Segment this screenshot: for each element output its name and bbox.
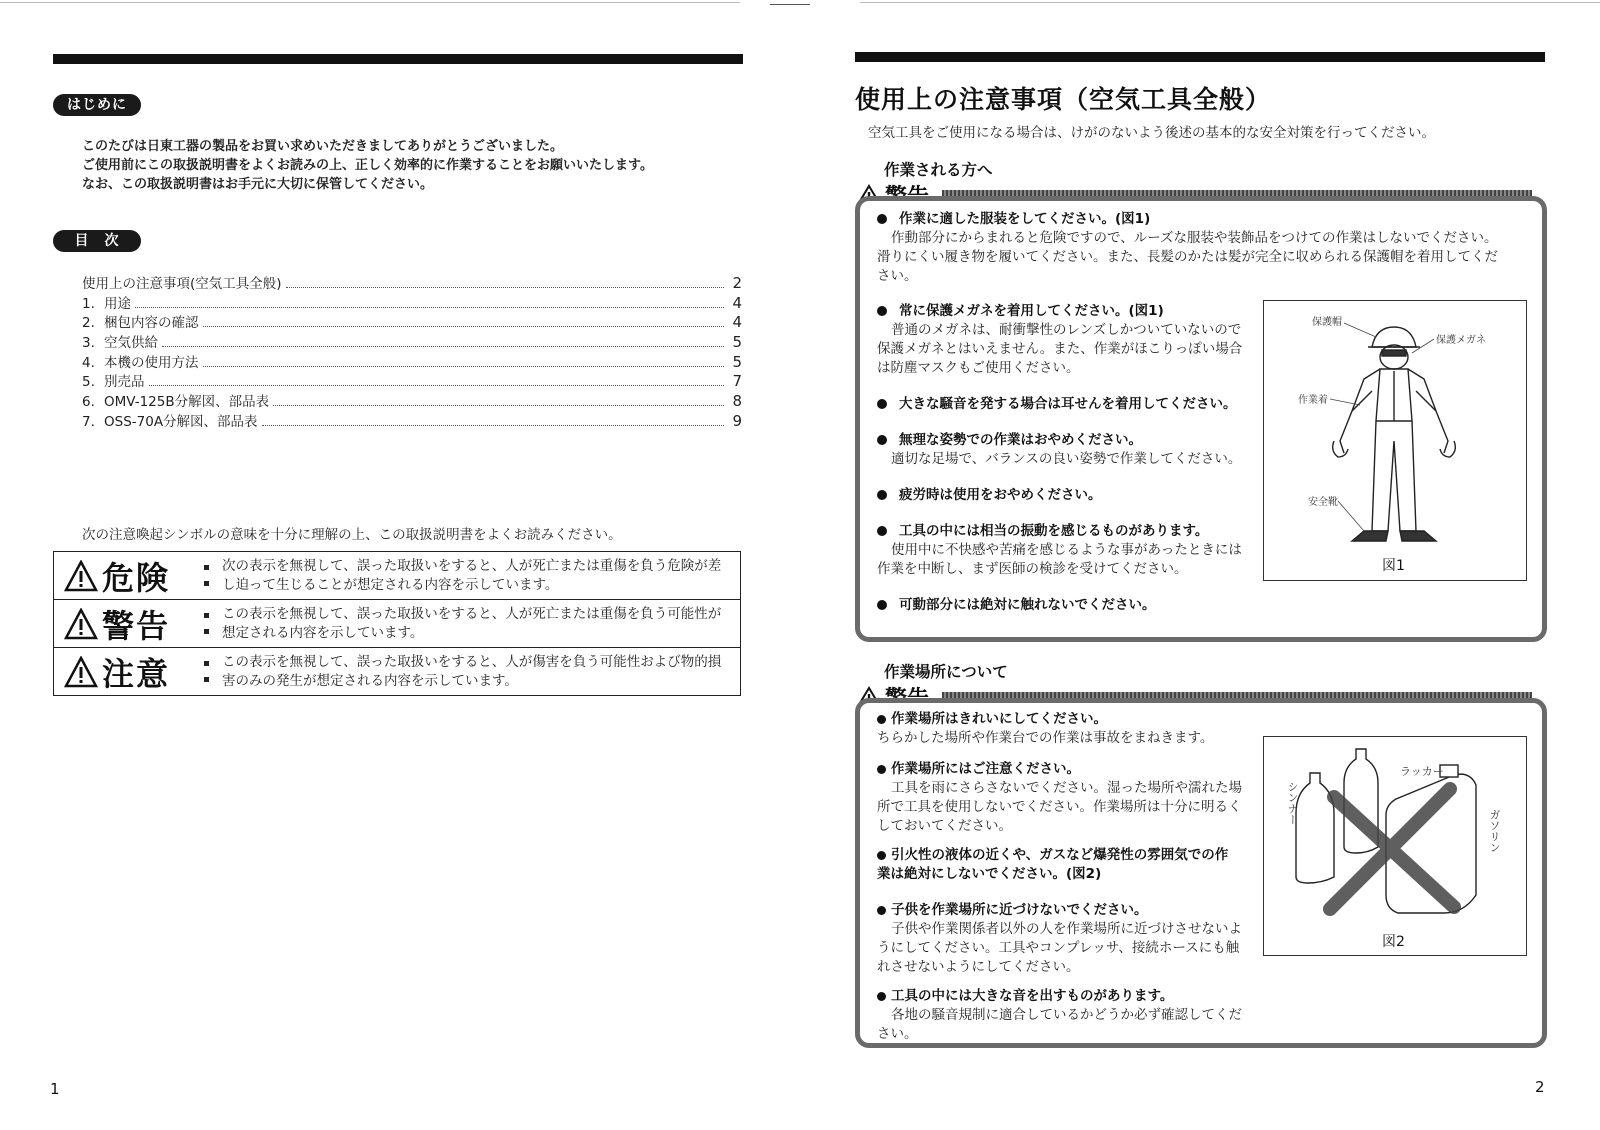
item-body: 作業を中断し、まず医師の検診を受けてください。 bbox=[877, 561, 1188, 577]
item-heading: 無理な姿勢での作業はおやめください。 bbox=[899, 432, 1142, 448]
warning-items bbox=[877, 710, 1257, 1044]
left-top-rule bbox=[53, 54, 743, 64]
section-heading: 作業される方へ bbox=[884, 161, 993, 179]
item-heading: 引火性の液体の近くや、ガスなど爆発性の雰囲気での作 bbox=[891, 847, 1229, 863]
toc-row[interactable] bbox=[82, 311, 742, 331]
item-body: さい。 bbox=[877, 1026, 918, 1042]
bullet-icon bbox=[877, 214, 887, 224]
toc-page: 4 bbox=[732, 313, 742, 332]
item-heading: 作業場所にはご注意ください。 bbox=[891, 761, 1080, 777]
toc-label: 使用上の注意事項(空気工具全般) bbox=[82, 276, 282, 292]
symbol-text-line: この表示を無視して、誤った取扱いをすると、人が死亡または重傷を負う可能性が bbox=[222, 605, 722, 622]
toc-num: 5. bbox=[82, 374, 95, 391]
bullet-icon bbox=[877, 600, 887, 610]
item-body: れさせないようにしてください。 bbox=[877, 959, 1080, 975]
bullet-icon bbox=[877, 435, 887, 445]
toc-row[interactable] bbox=[82, 272, 742, 292]
intro-line: このたびは日東工器の製品をお買い求めいただきましてありがとうございました。 bbox=[82, 139, 564, 154]
page-title: 使用上の注意事項（空気工具全般） bbox=[855, 85, 1272, 114]
item-body: 使用中に不快感や苦痛を感じるような事があったときには bbox=[891, 542, 1242, 558]
toc-leader bbox=[262, 425, 724, 426]
warning-triangle-icon bbox=[64, 560, 98, 592]
toc-row[interactable] bbox=[82, 390, 742, 410]
symbol-row-warning bbox=[54, 600, 740, 648]
toc-leader bbox=[286, 287, 724, 288]
fold-mark bbox=[770, 4, 810, 5]
page-subtitle: 空気工具をご使用になる場合は、けがのないよう後述の基本的な安全対策を行ってください。 bbox=[868, 125, 1435, 141]
label-glasses: 保護メガネ bbox=[1436, 335, 1486, 346]
warning-items-narrow bbox=[877, 302, 1257, 615]
list-item bbox=[877, 987, 1257, 1044]
table-of-contents bbox=[82, 272, 742, 430]
item-body: 適切な足場で、バランスの良い姿勢で作業してください。 bbox=[891, 451, 1242, 467]
toc-label: 本機の使用方法 bbox=[104, 354, 199, 371]
toc-row[interactable] bbox=[82, 292, 742, 312]
item-body: 滑りにくい履き物を履いてください。また、長髪のかたは髪が完全に収められる保護帽を着用してくだ bbox=[877, 249, 1498, 265]
toc-label: 別売品 bbox=[104, 374, 145, 391]
bullet-icon bbox=[877, 306, 887, 316]
item-body: 各地の騒音規制に適合しているかどうか必ず確認してくだ bbox=[891, 1007, 1242, 1023]
bullet-icon bbox=[877, 490, 887, 500]
list-item bbox=[877, 760, 1257, 846]
toc-heading: 目 次 bbox=[53, 230, 141, 252]
right-top-rule bbox=[855, 52, 1545, 62]
figure-1 bbox=[1263, 300, 1527, 581]
bullet-icon bbox=[877, 765, 886, 774]
warning-triangle-icon bbox=[64, 608, 98, 640]
toc-leader bbox=[203, 366, 725, 367]
figure-caption: 図1 bbox=[1382, 558, 1405, 574]
toc-label: OSS-70A分解図、部品表 bbox=[104, 413, 258, 430]
symbol-text-line: 想定される内容を示しています。 bbox=[222, 624, 424, 641]
toc-num: 1. bbox=[82, 295, 95, 312]
symbol-text-line: し迫って生じることが想定される内容を示しています。 bbox=[222, 576, 559, 593]
toc-label: 空気供給 bbox=[104, 335, 158, 352]
toc-leader bbox=[135, 307, 724, 308]
item-body: 子供や作業関係者以外の人を作業場所に近づけさせないよ bbox=[891, 921, 1242, 937]
toc-label: OMV-125B分解図、部品表 bbox=[104, 394, 270, 411]
label-clothes: 作業着 bbox=[1298, 395, 1328, 406]
toc-page: 8 bbox=[732, 392, 742, 411]
toc-leader bbox=[149, 385, 725, 386]
label-thinner: シンナー bbox=[1286, 781, 1299, 825]
toc-page: 4 bbox=[732, 293, 742, 312]
item-heading: 作業場所はきれいにしてください。 bbox=[891, 711, 1107, 727]
list-item bbox=[877, 302, 1257, 395]
section-heading: 作業場所について bbox=[884, 663, 1008, 681]
item-body: は防塵マスクもご使用ください。 bbox=[877, 360, 1080, 376]
toc-label: 梱包内容の確認 bbox=[104, 315, 199, 332]
toc-row[interactable] bbox=[82, 331, 742, 351]
toc-leader bbox=[162, 346, 724, 347]
symbol-text-line: 害のみの発生が想定される内容を示しています。 bbox=[222, 672, 518, 689]
page-number-left: 1 bbox=[50, 1080, 60, 1098]
label-shoes: 安全靴 bbox=[1308, 497, 1338, 508]
item-heading: 工具の中には大きな音を出すものがあります。 bbox=[891, 988, 1174, 1004]
item-body: しておいてください。 bbox=[877, 818, 1012, 834]
toc-num: 3. bbox=[82, 335, 95, 352]
item-heading: 工具の中には相当の振動を感じるものがあります。 bbox=[899, 523, 1209, 539]
symbol-intro: 次の注意喚起シンボルの意味を十分に理解の上、この取扱説明書をよくお読みください。 bbox=[82, 527, 622, 543]
figure-caption: 図2 bbox=[1382, 934, 1405, 950]
label-gasoline: ガソリン bbox=[1488, 809, 1501, 853]
item-body: 作動部分にからまれると危険ですので、ルーズな服装や装飾品をつけての作業はしないでください。 bbox=[891, 230, 1498, 246]
toc-page: 7 bbox=[732, 372, 742, 391]
toc-num: 2. bbox=[82, 315, 95, 332]
list-item bbox=[877, 431, 1257, 486]
item-heading: 作業に適した服装をしてください。(図1) bbox=[899, 211, 1151, 227]
toc-page: 5 bbox=[732, 352, 742, 371]
toc-row[interactable] bbox=[82, 410, 742, 430]
list-item bbox=[877, 486, 1257, 522]
item-heading: 常に保護メガネを着用してください。(図1) bbox=[899, 303, 1164, 319]
intro-line: なお、この取扱説明書はお手元に大切に保管してください。 bbox=[82, 177, 434, 192]
item-body: 業は絶対にしないでください。(図2) bbox=[877, 866, 1102, 882]
item-body: さい。 bbox=[877, 268, 918, 284]
item-heading: 疲労時は使用をおやめください。 bbox=[899, 487, 1102, 503]
toc-page: 5 bbox=[732, 333, 742, 352]
toc-page: 9 bbox=[732, 411, 742, 430]
bullet-icon bbox=[877, 715, 886, 724]
symbol-table bbox=[53, 551, 741, 696]
symbol-word: 注意 bbox=[102, 654, 171, 693]
symbol-word: 警告 bbox=[102, 606, 171, 645]
warning-triangle-icon bbox=[64, 656, 98, 688]
symbol-word: 危険 bbox=[102, 558, 171, 597]
toc-leader bbox=[273, 405, 724, 406]
symbol-row-danger bbox=[54, 552, 740, 600]
symbol-text-line: この表示を無視して、誤った取扱いをすると、人が傷害を負う可能性および物的損 bbox=[222, 653, 722, 670]
label-lacquer: ラッカー bbox=[1400, 765, 1444, 778]
bullet-icon bbox=[877, 526, 887, 536]
intro-line: ご使用前にこの取扱説明書をよくお読みの上、正しく効率的に作業することをお願いいたします。 bbox=[82, 158, 653, 173]
list-item bbox=[877, 710, 1257, 760]
toc-num: 4. bbox=[82, 354, 95, 371]
worker-illustration bbox=[1264, 301, 1526, 580]
bullet-icon bbox=[877, 992, 886, 1001]
figure-2 bbox=[1263, 736, 1527, 956]
item-heading: 大きな騒音を発する場合は耳せんを着用してください。 bbox=[899, 396, 1237, 412]
toc-leader bbox=[203, 326, 725, 327]
toc-num: 7. bbox=[82, 413, 95, 430]
list-item bbox=[877, 395, 1257, 431]
item-body: うにしてください。工具やコンプレッサ、接続ホースにも触 bbox=[877, 940, 1240, 956]
list-item bbox=[877, 901, 1257, 987]
toc-row[interactable] bbox=[82, 370, 742, 390]
item-heading: 可動部分には絶対に触れないでください。 bbox=[899, 597, 1156, 613]
page-edge-line bbox=[860, 2, 1600, 3]
item-body: ちらかした場所や作業台での作業は事故をまねきます。 bbox=[877, 730, 1214, 746]
item-body: 保護メガネとはいえません。また、作業がほこりっぽい場合 bbox=[877, 341, 1243, 357]
list-item bbox=[877, 210, 1527, 296]
bullet-icon bbox=[877, 906, 886, 915]
item-heading: 子供を作業場所に近づけないでください。 bbox=[891, 902, 1148, 918]
intro-heading: はじめに bbox=[53, 94, 141, 116]
item-body: 普通のメガネは、耐衝撃性のレンズしかついていないので bbox=[891, 322, 1242, 338]
list-item bbox=[877, 846, 1257, 901]
page-number-right: 2 bbox=[1535, 1078, 1545, 1096]
page-edge-line bbox=[0, 2, 740, 3]
list-item bbox=[877, 596, 1257, 615]
warning-items bbox=[877, 210, 1527, 296]
toc-page: 2 bbox=[732, 274, 742, 292]
bullet-icon bbox=[877, 399, 887, 409]
symbol-text-line: 次の表示を無視して、誤った取扱いをすると、人が死亡または重傷を負う危険が差 bbox=[222, 557, 722, 574]
item-body: 所で工具を使用しないでください。作業場所は十分に明るく bbox=[877, 799, 1242, 815]
item-body: 工具を雨にさらさないでください。湿った場所や濡れた場 bbox=[891, 780, 1242, 796]
toc-label: 用途 bbox=[104, 295, 131, 312]
toc-num: 6. bbox=[82, 394, 95, 411]
label-helmet: 保護帽 bbox=[1312, 317, 1342, 328]
intro-text bbox=[82, 137, 732, 194]
symbol-row-caution bbox=[54, 648, 740, 695]
toc-row[interactable] bbox=[82, 351, 742, 371]
bullet-icon bbox=[877, 851, 886, 860]
list-item bbox=[877, 522, 1257, 596]
